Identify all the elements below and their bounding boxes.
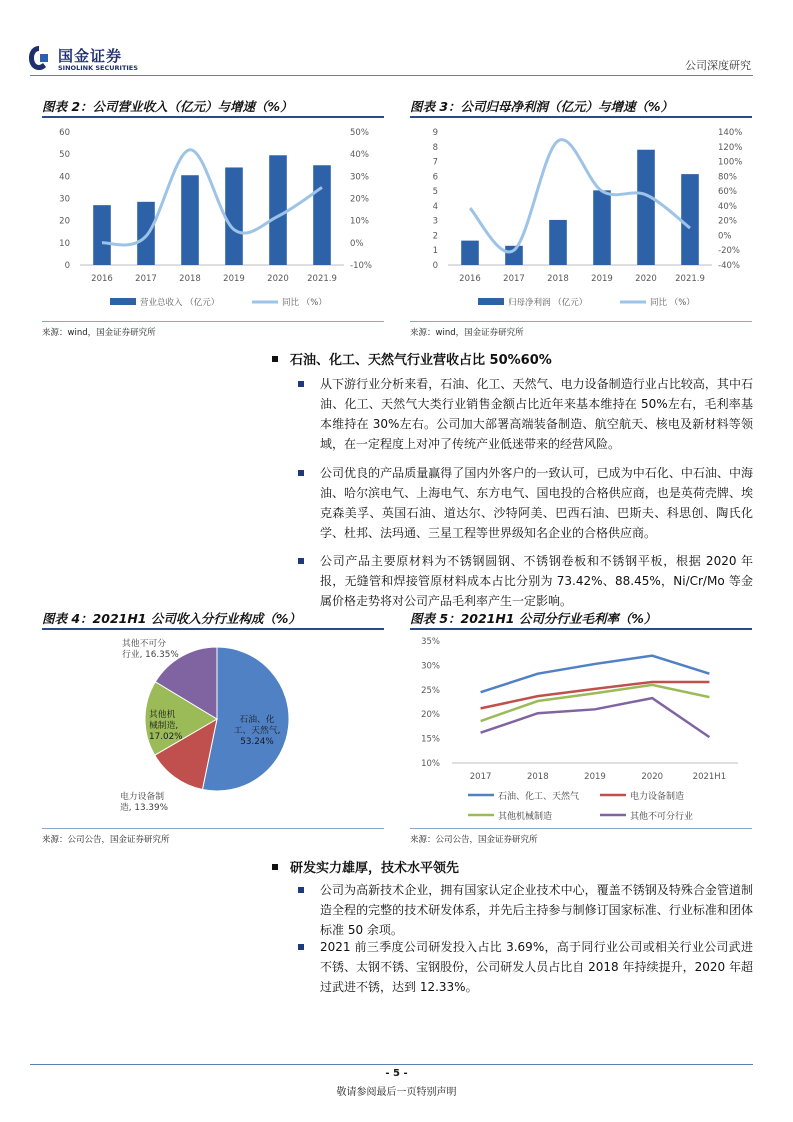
bar-2016 (461, 241, 479, 265)
pie-label-s0: 53.24% (240, 737, 274, 747)
bullet-icon (298, 887, 304, 893)
series-line-1 (481, 682, 710, 708)
right-tick-label: 10% (350, 216, 369, 227)
fig5-title-rule (410, 628, 752, 630)
logo-en: SINOLINK SECURITIES (58, 64, 138, 72)
footer-rule (30, 1064, 753, 1065)
legend-bar-swatch (110, 298, 136, 305)
x-tick-label: 2017 (469, 772, 492, 782)
header-rule (30, 75, 753, 76)
x-tick-label: 2020 (267, 274, 289, 284)
left-tick-label: 3 (432, 216, 438, 227)
section2-bullet-2: 2021 前三季度公司研发投入占比 3.69%，高于同行业公司或相关行业公司武进不锈、太钢不锈、宝钢股份，公司研发人员占比自 2018 年持续提升，2020 年超过武进不锈，达到 12.33%。 (320, 937, 753, 997)
x-tick-label: 2020 (641, 772, 664, 782)
company-logo (28, 45, 178, 75)
fig5-source: 来源：公司公告，国金证券研究所 (410, 835, 538, 845)
x-tick-label: 2021.9 (307, 274, 337, 284)
right-tick-label: -40% (718, 261, 740, 271)
bar-2021.9 (313, 165, 331, 265)
x-tick-label: 2021.9 (675, 274, 705, 284)
bar-2019 (225, 167, 243, 265)
footer-disclaimer: 敬请参阅最后一页特别声明 (336, 1087, 457, 1098)
right-tick-label: 50% (350, 128, 369, 138)
x-tick-label: 2021H1 (692, 772, 727, 782)
pie-label-s2: 17.02% (149, 732, 183, 742)
legend-label-0: 石油、化工、天然气 (498, 792, 580, 802)
right-tick-label: 40% (718, 201, 737, 212)
section2-bullet-1: 公司为高新技术企业，拥有国家认定企业技术中心，覆盖不锈钢及特殊合金管道制造全程的完整的技术研发体系，并先后主持参与制修订国家标准、行业标准和团体标准 50 余项。 (320, 880, 753, 940)
bar-2017 (137, 202, 155, 265)
legend-bar-label: 归母净利润 （亿元） (508, 298, 588, 308)
fig2-title: 图表 2：公司营业收入（亿元）与增速（%） (42, 99, 293, 114)
right-tick-label: 80% (718, 172, 737, 183)
bar-2019 (593, 190, 611, 265)
x-tick-label: 2019 (223, 274, 245, 284)
bar-2021.9 (681, 174, 699, 265)
fig5-bottom-rule (410, 828, 752, 829)
pie-label-s3: 行业, 16.35% (122, 650, 179, 660)
bullet-icon (298, 558, 304, 564)
pie-label-s3: 其他不可分 (122, 639, 166, 649)
fig4-title-rule (42, 628, 384, 630)
x-tick-label: 2019 (584, 772, 606, 782)
fig3-source: 来源：wind，国金证券研究所 (410, 328, 524, 338)
legend-bar-swatch (478, 298, 504, 305)
pie-label-s1: 造, 13.39% (120, 803, 168, 813)
growth-line (470, 140, 690, 252)
fig4-source: 来源：公司公告，国金证券研究所 (42, 835, 170, 845)
y-tick-label: 20% (421, 710, 440, 721)
x-tick-label: 2017 (503, 274, 525, 284)
x-tick-label: 2018 (547, 274, 569, 284)
legend-label-2: 其他机械制造 (498, 812, 553, 822)
pie-label-s1: 电力设备制 (120, 792, 164, 802)
x-tick-label: 2020 (635, 274, 657, 284)
fig2-chart (42, 120, 384, 320)
legend-bar-label: 营业总收入 （亿元） (140, 298, 220, 308)
legend-line-label: 同比 （%） (650, 298, 695, 308)
right-tick-label: 40% (350, 150, 369, 161)
doc-type: 公司深度研究 (685, 59, 751, 72)
pie-label-s0: 石油、化 (239, 715, 275, 725)
bar-2020 (269, 155, 287, 265)
x-tick-label: 2017 (135, 274, 157, 284)
pie-label-s2: 械制造, (149, 721, 179, 731)
growth-line (102, 150, 322, 245)
right-tick-label: -20% (718, 246, 740, 257)
bullet-icon (298, 944, 304, 950)
x-tick-label: 2016 (459, 274, 481, 284)
right-tick-label: 20% (350, 194, 369, 205)
legend-label-3: 其他不可分行业 (630, 812, 694, 822)
fig4-chart (42, 632, 384, 827)
fig4-bottom-rule (42, 828, 384, 829)
right-tick-label: 100% (718, 157, 743, 168)
left-tick-label: 20 (59, 216, 70, 227)
series-line-3 (481, 698, 710, 737)
right-tick-label: 60% (718, 187, 737, 198)
left-tick-label: 0 (432, 261, 438, 271)
legend-label-1: 电力设备制造 (630, 792, 685, 802)
bar-2018 (181, 175, 199, 265)
section1-heading: 石油、化工、天然气行业营收占比 50%60% (272, 349, 552, 368)
fig2-bottom-rule (42, 321, 384, 322)
x-tick-label: 2018 (179, 274, 201, 284)
left-tick-label: 4 (432, 201, 438, 212)
left-tick-label: 9 (432, 128, 438, 138)
series-line-0 (481, 656, 710, 693)
section1-bullet-3: 公司产品主要原材料为不锈钢圆钢、不锈钢卷板和不锈钢平板，根据 2020 年报，无缝管和焊接管原材料成本占比分别为 73.42%、88.45%，Ni/Cr/Mo 等金属价格走势将对公司产品毛利率产生一定影响。 (320, 551, 753, 611)
fig3-chart (410, 120, 752, 320)
bar-2020 (637, 150, 655, 265)
fig5-chart (410, 632, 752, 827)
pie-label-s0: 工、天然气, (233, 726, 281, 736)
logo-mark-icon (28, 45, 50, 71)
left-tick-label: 40 (59, 172, 70, 183)
legend-line-label: 同比 （%） (282, 298, 327, 308)
left-tick-label: 2 (432, 231, 438, 242)
section2-heading: 研发实力雄厚，技术水平领先 (272, 857, 459, 876)
y-tick-label: 35% (421, 637, 440, 647)
right-tick-label: 20% (718, 216, 737, 227)
section1-bullet-1: 从下游行业分析来看，石油、化工、天然气、电力设备制造行业占比较高，其中石油、化工、天然气大类行业销售金额占比近年来基本维持在 50%左右，毛利率基本维持在 30%左右。公司加大部署高端装备制造、航空航天、核电及新材料等领域，在一定程度上对冲了传统产业低迷带来的经营风险。 (320, 374, 753, 454)
fig3-title-rule (410, 116, 752, 118)
right-tick-label: -10% (350, 261, 372, 271)
fig2-source: 来源：wind，国金证券研究所 (42, 328, 156, 338)
left-tick-label: 0 (64, 261, 70, 271)
section1-bullet-2: 公司优良的产品质量赢得了国内外客户的一致认可，已成为中石化、中石油、中海油、哈尔滨电气、上海电气、东方电气、国电投的合格供应商，也是英荷壳牌、埃克森美孚、英国石油、道达尔、沙特阿美、巴西石油、巴斯夫、科思创、陶氏化学、杜邦、法玛通、三星工程等世界级知名企业的合格供应商。 (320, 463, 753, 543)
fig2-title-rule (42, 116, 384, 118)
left-tick-label: 1 (432, 246, 438, 257)
x-tick-label: 2019 (591, 274, 613, 284)
right-tick-label: 120% (718, 142, 743, 153)
series-line-2 (481, 685, 710, 721)
left-tick-label: 30 (59, 194, 70, 205)
y-tick-label: 10% (421, 759, 440, 769)
y-tick-label: 25% (421, 685, 440, 696)
fig5-title: 图表 5：2021H1 公司分行业毛利率（%） (410, 611, 657, 626)
bar-2018 (549, 220, 567, 265)
y-tick-label: 30% (421, 661, 440, 672)
left-tick-label: 7 (432, 157, 438, 168)
left-tick-label: 50 (59, 150, 70, 161)
bullet-icon (298, 470, 304, 476)
right-tick-label: 0% (718, 231, 732, 242)
right-tick-label: 0% (350, 238, 364, 249)
fig3-bottom-rule (410, 321, 752, 322)
left-tick-label: 8 (432, 142, 438, 153)
pie-label-s2: 其他机 (149, 710, 176, 720)
logo-cn: 国金证券 (58, 47, 123, 65)
fig4-title: 图表 4：2021H1 公司收入分行业构成（%） (42, 611, 301, 626)
left-tick-label: 10 (59, 238, 70, 249)
left-tick-label: 60 (59, 128, 70, 138)
right-tick-label: 30% (350, 172, 369, 183)
left-tick-label: 5 (432, 187, 438, 198)
y-tick-label: 15% (421, 734, 440, 745)
page-number: - 5 - (385, 1068, 408, 1079)
right-tick-label: 140% (718, 128, 743, 138)
x-tick-label: 2018 (526, 772, 549, 782)
fig3-title: 图表 3：公司归母净利润（亿元）与增速（%） (410, 99, 674, 114)
x-tick-label: 2016 (91, 274, 113, 284)
bar-2016 (93, 205, 111, 265)
left-tick-label: 6 (432, 172, 438, 183)
bullet-icon (298, 381, 304, 387)
